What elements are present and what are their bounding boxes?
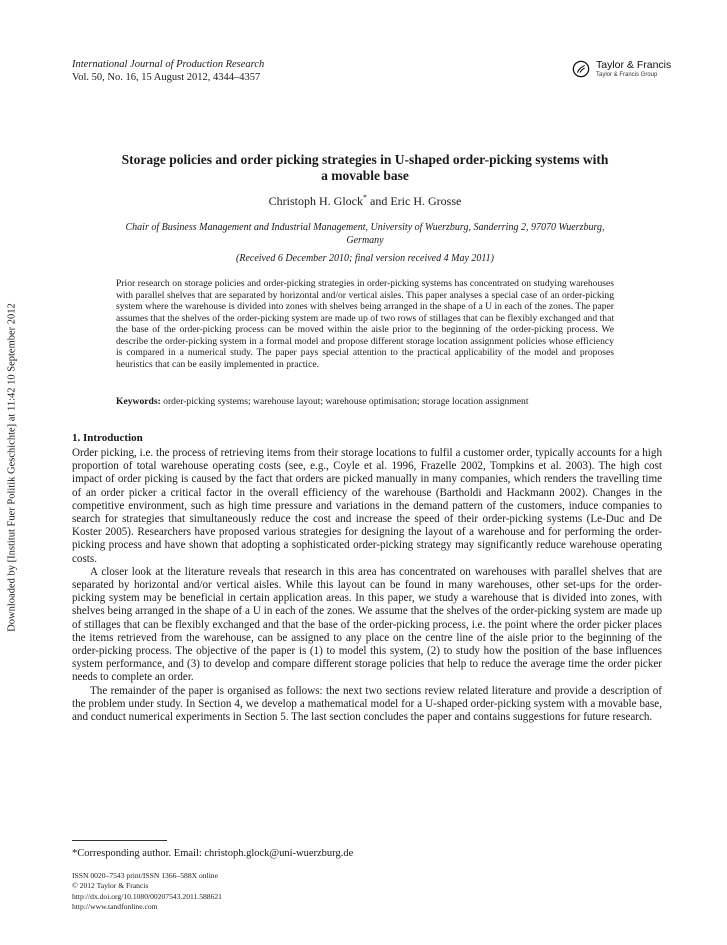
journal-volume: Vol. 50, No. 16, 15 August 2012, 4344–4357 [72, 72, 261, 83]
paragraph-3: The remainder of the paper is organised as follows: the next two sections review related literature and provide a description of the problem under study. In Section 4, we develop a mathematical model for a U-shaped order-picking system with a movable base, and conduct numerical experiments in Section 5. The last section concludes the paper and contains suggestions for future research. [72, 684, 662, 724]
keywords-label: Keywords: [116, 396, 161, 407]
publication-meta [72, 871, 222, 913]
issn-line: ISSN 0020–7543 print/ISSN 1366–588X online [72, 871, 218, 880]
corresponding-mark: * [363, 193, 368, 202]
publisher-emblem-icon [572, 60, 590, 78]
copyright-line: © 2012 Taylor & Francis [72, 881, 149, 891]
journal-name: International Journal of Production Research [72, 59, 265, 70]
journal-header [72, 58, 264, 84]
footnote-rule [72, 840, 167, 841]
received-dates: (Received 6 December 2010; final version received 4 May 2011) [236, 253, 494, 264]
author-1: Christoph H. Glock [268, 194, 364, 208]
abstract: Prior research on storage policies and order-picking strategies in order-picking systems has concentrated on studying warehouses with parallel shelves that are separated by horizontal and/or vertical aisles. This paper analyses a special case of an order-picking system where the warehouse is divided into zones with shelves being arranged in the shape of a U in each of the zones. The paper assumes that the shelves of the order-picking system are made up of two rows of stillages that can be flexibly exchanged and that the base of the order-picking process can be moved within the aisle prior to the beginning of the order-picking process. We describe the order-picking system in a formal model and propose different storage location assignment policies whose efficiency is compared in a numerical study. The paper pays special attention to the practical applicability of the model and proposes heuristics that can be easily implemented in practice. [116, 278, 614, 370]
keywords-text: order-picking systems; warehouse layout; warehouse optimisation; storage location assignment [160, 396, 529, 407]
doi-link[interactable]: http://dx.doi.org/10.1080/00207543.2011.588621 [72, 891, 222, 901]
publisher-group: Taylor & Francis Group [596, 72, 658, 78]
body-text [72, 447, 662, 724]
author-2: Eric H. Grosse [390, 194, 462, 208]
website-link[interactable]: http://www.tandfonline.com [72, 902, 158, 912]
paragraph-2: A closer look at the literature reveals that research in this area has concentrated on warehouses with parallel shelves that are separated by horizontal and/or vertical aisles. While this layout can be found in many warehouses, other set-ups for the order-picking system may be beneficial in certain application areas. In this paper, we study a warehouse that is divided into zones, with shelves being arranged in the shape of a U in each of the zones. We assume that the shelves of the order-picking system are made up of stillages that can be flexibly exchanged and that the base of the order-picking process, i.e. the point where the order picker places the items retrieved from the warehouse, can be assigned to any place on the centre line of the aisle prior to the beginning of the order-picking process. The objective of the paper is (1) to model this system, (2) to study how the position of the base influences system performance, and (3) to develop and compare different storage policies that help to reduce the average time the order picker needs to complete an order. [72, 565, 662, 684]
corresponding-footnote: *Corresponding author. Email: christoph.glock@uni-wuerzburg.de [72, 848, 354, 859]
publisher-brand: Taylor & Francis [596, 59, 672, 71]
paper-title: Storage policies and order picking strategies in U-shaped order-picking systems with a movable base [121, 152, 609, 183]
author-conjunction: and [367, 194, 391, 208]
download-watermark: Downloaded by [Institut Fuer Politik Geschichte] at 11:42 10 September 2012 [6, 303, 18, 632]
keywords [116, 396, 626, 407]
paragraph-1: Order picking, i.e. the process of retrieving items from their storage locations to fulfil a customer order, typically accounts for a high proportion of total warehouse operating costs (see, e.g., Coyle et al. 1996, Frazelle 2002, Tompkins et al. 2003). The high cost impact of order picking is caused by the fact that orders are picked manually in many companies, which renders the travelling time of an order picker a critical factor in the overall efficiency of the warehouse (Bartholdi and Hackmann 2002). Changes in the competitive environment, such as high time pressure and variations in the demand pattern of the customers, induce companies to search for strategies that simultaneously reduce the cost and increase the speed of their order-picking systems (Le-Duc and De Koster 2005). Researchers have proposed various strategies for designing the layout of a warehouse and for performing the order-picking process and have shown that adopting a sophisticated order-picking strategy may significantly reduce warehouse operating costs. [72, 447, 662, 565]
author-line [120, 193, 610, 209]
section-heading: 1. Introduction [72, 432, 143, 444]
publisher-logo [572, 58, 682, 82]
affiliation: Chair of Business Management and Industrial Management, University of Wuerzburg, Sanderring 2, 97070 Wuerzburg, Germany [125, 222, 605, 246]
